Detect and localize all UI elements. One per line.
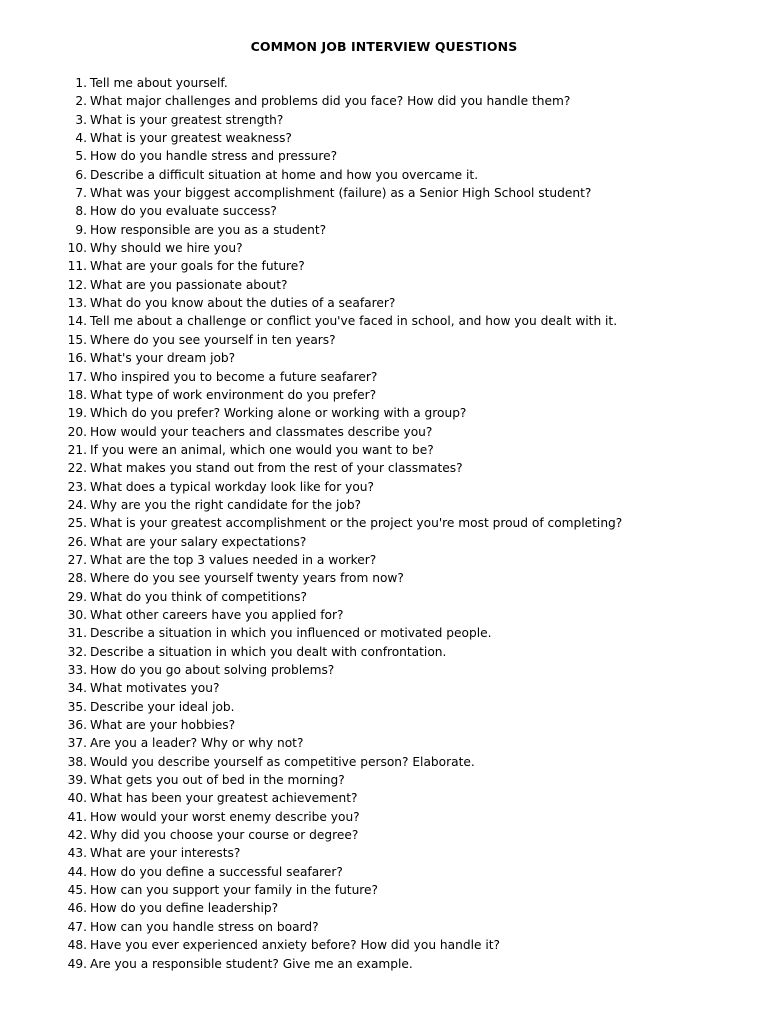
question-number: 34. bbox=[67, 681, 87, 696]
question-item bbox=[0, 753, 768, 771]
question-text: What are your goals for the future? bbox=[90, 259, 305, 274]
question-text: What major challenges and problems did you face? How did you handle them? bbox=[90, 94, 571, 109]
question-number: 16. bbox=[67, 351, 87, 366]
question-number: 7. bbox=[75, 186, 87, 201]
question-number: 9. bbox=[75, 222, 87, 237]
question-text: What gets you out of bed in the morning? bbox=[90, 773, 345, 788]
question-item bbox=[0, 349, 768, 367]
question-item bbox=[0, 441, 768, 459]
question-text: How responsible are you as a student? bbox=[90, 222, 327, 237]
question-text: How do you define a successful seafarer? bbox=[90, 864, 343, 879]
question-item bbox=[0, 386, 768, 404]
question-text: What motivates you? bbox=[90, 681, 220, 696]
question-item bbox=[0, 294, 768, 312]
question-text: What are your interests? bbox=[90, 846, 241, 861]
question-item bbox=[0, 478, 768, 496]
question-item bbox=[0, 661, 768, 679]
question-number: 45. bbox=[67, 883, 87, 898]
question-number: 40. bbox=[67, 791, 87, 806]
question-text: Have you ever experienced anxiety before? How did you handle it? bbox=[90, 938, 500, 953]
question-number: 14. bbox=[67, 314, 87, 329]
question-text: What is your greatest weakness? bbox=[90, 131, 292, 146]
question-text: What are you passionate about? bbox=[90, 277, 288, 292]
question-item bbox=[0, 276, 768, 294]
question-text: Would you describe yourself as competitive person? Elaborate. bbox=[90, 754, 475, 769]
question-text: Where do you see yourself twenty years from now? bbox=[90, 571, 404, 586]
question-text: What are your hobbies? bbox=[90, 718, 236, 733]
question-number: 33. bbox=[67, 663, 87, 677]
question-text: How do you evaluate success? bbox=[90, 204, 277, 219]
question-item bbox=[0, 918, 768, 936]
question-item bbox=[0, 551, 768, 569]
question-item bbox=[0, 257, 768, 275]
question-number: 27. bbox=[67, 552, 87, 567]
question-number: 32. bbox=[67, 644, 87, 659]
question-text: How would your worst enemy describe you? bbox=[90, 809, 360, 824]
question-number: 39. bbox=[67, 773, 87, 788]
question-item bbox=[0, 514, 768, 532]
question-item bbox=[0, 221, 768, 239]
question-text: What was your biggest accomplishment (failure) as a Senior High School student? bbox=[90, 186, 592, 201]
question-number: 3. bbox=[75, 112, 87, 127]
question-number: 38. bbox=[67, 754, 87, 769]
question-number: 12. bbox=[67, 277, 87, 292]
question-item bbox=[0, 771, 768, 789]
question-number: 47. bbox=[67, 919, 87, 934]
question-number: 19. bbox=[67, 406, 87, 421]
question-item bbox=[0, 312, 768, 330]
question-number: 20. bbox=[67, 424, 87, 439]
question-number: 49. bbox=[67, 956, 87, 971]
question-number: 18. bbox=[67, 387, 87, 402]
question-item bbox=[0, 74, 768, 92]
question-number: 1. bbox=[75, 76, 87, 90]
question-text: What is your greatest accomplishment or the project you're most proud of completing? bbox=[90, 516, 623, 531]
question-item bbox=[0, 496, 768, 514]
question-text: How would your teachers and classmates describe you? bbox=[90, 424, 433, 439]
question-text: What does a typical workday look like for you? bbox=[90, 479, 374, 494]
question-number: 29. bbox=[67, 589, 87, 604]
question-text: Tell me about yourself. bbox=[90, 76, 228, 90]
question-item bbox=[0, 826, 768, 844]
question-text: Where do you see yourself in ten years? bbox=[90, 332, 336, 347]
question-number: 42. bbox=[67, 828, 87, 843]
question-text: What other careers have you applied for? bbox=[90, 607, 344, 622]
question-text: What's your dream job? bbox=[90, 351, 236, 366]
question-text: Describe a difficult situation at home and how you overcame it. bbox=[90, 167, 479, 182]
question-number: 21. bbox=[67, 442, 87, 457]
question-text: Why should we hire you? bbox=[90, 241, 243, 256]
question-number: 8. bbox=[75, 204, 87, 219]
question-item bbox=[0, 368, 768, 386]
question-text: How do you go about solving problems? bbox=[90, 663, 335, 677]
question-text: How can you handle stress on board? bbox=[90, 919, 319, 934]
question-number: 15. bbox=[67, 332, 87, 347]
question-number: 46. bbox=[67, 901, 87, 916]
question-text: Are you a responsible student? Give me an example. bbox=[90, 956, 413, 971]
question-item bbox=[0, 679, 768, 697]
question-text: Why are you the right candidate for the job? bbox=[90, 497, 362, 512]
question-text: What do you think of competitions? bbox=[90, 589, 307, 604]
question-item bbox=[0, 569, 768, 587]
question-number: 11. bbox=[67, 259, 87, 274]
question-text: How do you handle stress and pressure? bbox=[90, 149, 338, 164]
question-item bbox=[0, 129, 768, 147]
question-text: What has been your greatest achievement? bbox=[90, 791, 358, 806]
document-title: COMMON JOB INTERVIEW QUESTIONS bbox=[250, 39, 518, 54]
question-number: 35. bbox=[67, 699, 87, 714]
question-item bbox=[0, 92, 768, 110]
question-text: What do you know about the duties of a seafarer? bbox=[90, 296, 396, 311]
question-item bbox=[0, 899, 768, 917]
question-text: Why did you choose your course or degree? bbox=[90, 828, 359, 843]
question-text: Tell me about a challenge or conflict you've faced in school, and how you dealt with it. bbox=[90, 314, 618, 329]
question-number: 10. bbox=[67, 241, 87, 256]
question-text: Are you a leader? Why or why not? bbox=[90, 736, 304, 751]
question-number: 43. bbox=[67, 846, 87, 861]
question-number: 37. bbox=[67, 736, 87, 751]
question-text: Describe a situation in which you influenced or motivated people. bbox=[90, 626, 492, 641]
question-item bbox=[0, 881, 768, 899]
question-item bbox=[0, 698, 768, 716]
question-number: 28. bbox=[67, 571, 87, 586]
question-number: 41. bbox=[67, 809, 87, 824]
question-number: 22. bbox=[67, 461, 87, 476]
question-item bbox=[0, 111, 768, 129]
question-number: 25. bbox=[67, 516, 87, 531]
question-text: What are the top 3 values needed in a worker? bbox=[90, 552, 377, 567]
question-item bbox=[0, 808, 768, 826]
question-number: 2. bbox=[75, 94, 87, 109]
question-item bbox=[0, 239, 768, 257]
question-number: 6. bbox=[75, 167, 87, 182]
question-text: What is your greatest strength? bbox=[90, 112, 284, 127]
question-text: What are your salary expectations? bbox=[90, 534, 307, 549]
question-item bbox=[0, 606, 768, 624]
question-item bbox=[0, 955, 768, 973]
question-list bbox=[0, 74, 768, 973]
question-number: 4. bbox=[75, 131, 87, 146]
question-item bbox=[0, 734, 768, 752]
question-item bbox=[0, 844, 768, 862]
question-item bbox=[0, 588, 768, 606]
question-text: Describe your ideal job. bbox=[90, 699, 235, 714]
question-text: How do you define leadership? bbox=[90, 901, 279, 916]
question-number: 5. bbox=[75, 149, 87, 164]
question-text: What type of work environment do you prefer? bbox=[90, 387, 377, 402]
question-text: If you were an animal, which one would you want to be? bbox=[90, 442, 434, 457]
question-number: 26. bbox=[67, 534, 87, 549]
question-item bbox=[0, 716, 768, 734]
question-item bbox=[0, 789, 768, 807]
question-text: What makes you stand out from the rest of your classmates? bbox=[90, 461, 463, 476]
question-item bbox=[0, 147, 768, 165]
question-text: Describe a situation in which you dealt with confrontation. bbox=[90, 644, 447, 659]
question-item bbox=[0, 404, 768, 422]
question-item bbox=[0, 331, 768, 349]
question-number: 48. bbox=[67, 938, 87, 953]
question-item bbox=[0, 184, 768, 202]
question-number: 13. bbox=[67, 296, 87, 311]
question-item bbox=[0, 459, 768, 477]
question-item bbox=[0, 202, 768, 220]
question-item bbox=[0, 624, 768, 642]
question-item bbox=[0, 936, 768, 954]
question-number: 36. bbox=[67, 718, 87, 733]
question-number: 23. bbox=[67, 479, 87, 494]
question-item bbox=[0, 533, 768, 551]
question-number: 24. bbox=[67, 497, 87, 512]
question-number: 30. bbox=[67, 607, 87, 622]
question-number: 31. bbox=[67, 626, 87, 641]
question-text: Which do you prefer? Working alone or working with a group? bbox=[90, 406, 467, 421]
question-number: 17. bbox=[67, 369, 87, 384]
question-item bbox=[0, 863, 768, 881]
question-item bbox=[0, 166, 768, 184]
question-item bbox=[0, 423, 768, 441]
question-number: 44. bbox=[67, 864, 87, 879]
question-item bbox=[0, 643, 768, 661]
question-text: Who inspired you to become a future seafarer? bbox=[90, 369, 378, 384]
question-text: How can you support your family in the future? bbox=[90, 883, 379, 898]
